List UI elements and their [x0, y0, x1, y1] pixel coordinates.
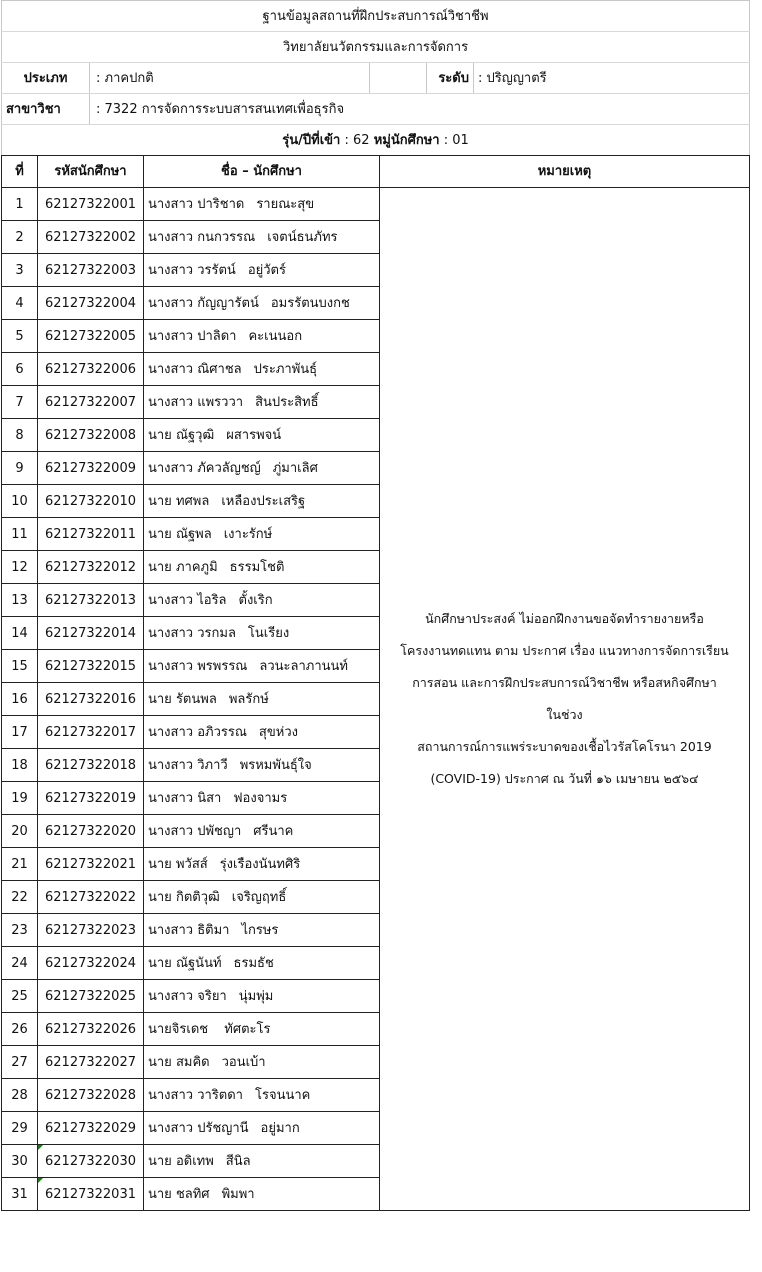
cell-student-id[interactable]: 62127322018 — [38, 749, 144, 782]
table-header-row — [2, 156, 750, 188]
cell-no[interactable]: 25 — [2, 980, 38, 1013]
name-first: อภิวรรณ — [197, 724, 247, 740]
cell-no[interactable]: 13 — [2, 584, 38, 617]
cell-student-id[interactable]: 62127322028 — [38, 1079, 144, 1112]
cell-no[interactable]: 17 — [2, 716, 38, 749]
name-title: นางสาว — [148, 658, 194, 674]
remark-line: การสอน และการฝึกประสบการณ์วิชาชีพ หรือสหกิจศึกษา — [412, 675, 717, 690]
name-title: นายจิรเดช — [148, 1021, 209, 1037]
name-first: ณัฐวุฒิ — [175, 427, 215, 443]
cell-student-name[interactable] — [144, 320, 380, 353]
cell-student-name[interactable] — [144, 650, 380, 683]
name-last: รายณะสุข — [256, 196, 315, 212]
name-first: ภัควลัญชญ์ — [197, 460, 261, 476]
type-row — [2, 63, 750, 94]
cell-no[interactable]: 31 — [2, 1178, 38, 1211]
name-first: ทศพล — [175, 493, 210, 509]
cell-student-id[interactable]: 62127322016 — [38, 683, 144, 716]
cell-student-id[interactable]: 62127322023 — [38, 914, 144, 947]
spreadsheet — [1, 0, 749, 1211]
cell-no[interactable]: 11 — [2, 518, 38, 551]
name-first: วรกมล — [197, 625, 236, 641]
name-first: ณิศาชล — [197, 361, 242, 377]
col-header-id[interactable]: รหัสนักศึกษา — [38, 156, 144, 188]
cell-no[interactable]: 4 — [2, 287, 38, 320]
name-first: นิสา — [197, 790, 222, 806]
cell-student-id[interactable]: 62127322007 — [38, 386, 144, 419]
cell-student-id[interactable]: 62127322005 — [38, 320, 144, 353]
cell-student-name[interactable] — [144, 815, 380, 848]
name-title: นาย — [148, 526, 172, 542]
name-first: ปาลิดา — [197, 328, 237, 344]
name-last: ฟองจามร — [233, 790, 288, 806]
header-table — [1, 0, 750, 155]
type-label[interactable]: ประเภท — [2, 63, 90, 94]
name-last: อมรรัตนบงกช — [270, 295, 350, 311]
name-title: นางสาว — [148, 262, 194, 278]
name-title: นางสาว — [148, 394, 194, 410]
level-label[interactable]: ระดับ — [427, 63, 474, 94]
cell-student-id[interactable]: 62127322022 — [38, 881, 144, 914]
cell-no[interactable]: 22 — [2, 881, 38, 914]
name-title: นางสาว — [148, 988, 194, 1004]
name-title: นาย — [148, 955, 172, 971]
cell-no[interactable]: 14 — [2, 617, 38, 650]
name-last: ธรมธัช — [233, 955, 274, 971]
cell-student-name[interactable] — [144, 683, 380, 716]
cell-no[interactable]: 6 — [2, 353, 38, 386]
name-first: ปาริชาด — [197, 196, 245, 212]
col-header-name[interactable]: ชื่อ – นักศึกษา — [144, 156, 380, 188]
cell-student-id[interactable]: 62127322012 — [38, 551, 144, 584]
name-last: อยู่วัตร์ — [247, 262, 286, 278]
cell-no[interactable]: 15 — [2, 650, 38, 683]
cell-no[interactable]: 2 — [2, 221, 38, 254]
cell-student-id[interactable]: 62127322001 — [38, 188, 144, 221]
cell-remark[interactable] — [380, 188, 750, 1211]
cell-student-id[interactable]: 62127322011 — [38, 518, 144, 551]
name-first: กนกวรรณ — [197, 229, 256, 245]
cell-no[interactable]: 26 — [2, 1013, 38, 1046]
cell-no[interactable]: 16 — [2, 683, 38, 716]
name-first: วาริตดา — [197, 1087, 243, 1103]
cell-student-name[interactable] — [144, 452, 380, 485]
name-last: เจริญฤทธิ์ — [231, 889, 287, 905]
name-first: แพรววา — [197, 394, 244, 410]
cell-student-id[interactable]: 62127322019 — [38, 782, 144, 815]
cell-no[interactable]: 19 — [2, 782, 38, 815]
name-last: ตั้งเริก — [238, 592, 273, 608]
cell-student-name[interactable] — [144, 1178, 380, 1211]
name-title: นาย — [148, 493, 172, 509]
cell-student-id[interactable]: 62127322009 — [38, 452, 144, 485]
name-last: ภู่มาเลิศ — [272, 460, 318, 476]
cell-student-name[interactable] — [144, 617, 380, 650]
major-value[interactable]: : 7322 การจัดการระบบสารสนเทศเพื่อธุรกิจ — [90, 94, 750, 125]
cell-student-name[interactable] — [144, 1079, 380, 1112]
name-title: นาย — [148, 889, 172, 905]
cell-student-id[interactable]: 62127322006 — [38, 353, 144, 386]
cell-student-id[interactable]: 62127322024 — [38, 947, 144, 980]
name-last: ศรีนาค — [253, 823, 294, 839]
remark-line: โครงงานทดแทน ตาม ประกาศ เรื่อง แนวทางการจัดการเรียน — [400, 643, 729, 658]
name-first: สมคิด — [175, 1054, 210, 1070]
cell-student-name[interactable] — [144, 551, 380, 584]
col-header-remark[interactable]: หมายเหตุ — [380, 156, 750, 188]
cell-student-id[interactable]: 62127322025 — [38, 980, 144, 1013]
name-title: นางสาว — [148, 1120, 194, 1136]
cell-no[interactable]: 20 — [2, 815, 38, 848]
name-first: ไอริล — [197, 592, 227, 608]
cell-student-name[interactable] — [144, 1013, 380, 1046]
cell-student-name[interactable] — [144, 914, 380, 947]
empty-cell[interactable] — [370, 63, 427, 94]
name-title: นาย — [148, 1153, 172, 1169]
cell-student-name[interactable] — [144, 287, 380, 320]
name-title: นาย — [148, 856, 172, 872]
cell-student-id[interactable]: 62127322004 — [38, 287, 144, 320]
name-last: สีนิล — [225, 1153, 251, 1169]
cell-no[interactable]: 18 — [2, 749, 38, 782]
cell-student-id[interactable]: 62127322017 — [38, 716, 144, 749]
cell-student-id[interactable]: 62127322013 — [38, 584, 144, 617]
cell-student-id[interactable]: 62127322031 — [38, 1178, 144, 1211]
table-body — [2, 188, 750, 1211]
cell-student-id[interactable]: 62127322010 — [38, 485, 144, 518]
name-last: ธรรมโชติ — [229, 559, 285, 575]
name-last: โนเรียง — [247, 625, 290, 641]
cell-student-id[interactable]: 62127322026 — [38, 1013, 144, 1046]
cohort-row — [2, 125, 750, 156]
cell-no[interactable]: 1 — [2, 188, 38, 221]
cell-student-name[interactable] — [144, 782, 380, 815]
cell-no[interactable]: 30 — [2, 1145, 38, 1178]
name-last: ผสารพจน์ — [226, 427, 282, 443]
cell-student-id[interactable]: 62127322002 — [38, 221, 144, 254]
cell-no[interactable]: 28 — [2, 1079, 38, 1112]
name-first: วรรัตน์ — [197, 262, 236, 278]
major-row — [2, 94, 750, 125]
name-last: ประภาพันธุ์ — [253, 361, 318, 377]
remark-line: นักศึกษาประสงค์ ไม่ออกฝึกงานขอจัดทำรายงายหรือ — [425, 611, 704, 626]
name-title: นางสาว — [148, 295, 194, 311]
group-label: หมู่นักศึกษา — [373, 132, 440, 148]
major-label[interactable]: สาขาวิชา — [2, 94, 90, 125]
cell-student-name[interactable] — [144, 518, 380, 551]
cell-student-name[interactable] — [144, 353, 380, 386]
cell-no[interactable]: 3 — [2, 254, 38, 287]
name-first: พรพรรณ — [197, 658, 248, 674]
name-title: นางสาว — [148, 790, 194, 806]
name-title: นาย — [148, 427, 172, 443]
cohort-value: : 62 — [344, 132, 370, 148]
name-first: วิภาวี — [197, 757, 228, 773]
cell-no[interactable]: 10 — [2, 485, 38, 518]
cell-no[interactable]: 12 — [2, 551, 38, 584]
cell-student-id[interactable]: 62127322015 — [38, 650, 144, 683]
name-title: นางสาว — [148, 625, 194, 641]
name-first: จริยา — [197, 988, 227, 1004]
col-header-no[interactable]: ที่ — [2, 156, 38, 188]
student-table — [1, 155, 750, 1211]
name-last: เจตน์ธนภัทร — [267, 229, 338, 245]
cell-no[interactable]: 24 — [2, 947, 38, 980]
cell-student-name[interactable] — [144, 1145, 380, 1178]
name-last: อยู่มาก — [260, 1120, 300, 1136]
cell-student-id[interactable]: 62127322008 — [38, 419, 144, 452]
cell-student-id[interactable]: 62127322003 — [38, 254, 144, 287]
cell-student-name[interactable] — [144, 386, 380, 419]
name-last: รุ่งเรืองนันทศิริ — [219, 856, 301, 872]
cell-student-id[interactable]: 62127322014 — [38, 617, 144, 650]
type-value[interactable]: : ภาคปกติ — [90, 63, 370, 94]
cell-no[interactable]: 5 — [2, 320, 38, 353]
name-title: นางสาว — [148, 1087, 194, 1103]
name-first: ธิติมา — [197, 922, 230, 938]
name-last: พรหมพันธุ์ใจ — [239, 757, 312, 773]
cell-student-id[interactable]: 62127322029 — [38, 1112, 144, 1145]
name-last: นุ่มพุ่ม — [238, 988, 274, 1004]
remark-line: สถานการณ์การแพร่ระบาดของเชื้อไวรัสโคโรนา 2019 — [417, 739, 712, 754]
name-title: นางสาว — [148, 460, 194, 476]
name-first: พวัสส์ — [175, 856, 208, 872]
cell-student-name[interactable] — [144, 980, 380, 1013]
cell-student-name[interactable] — [144, 485, 380, 518]
name-last: โรจนนาค — [255, 1087, 311, 1103]
cell-no[interactable]: 7 — [2, 386, 38, 419]
cell-student-name[interactable] — [144, 254, 380, 287]
cell-student-name[interactable] — [144, 1112, 380, 1145]
cell-no[interactable]: 9 — [2, 452, 38, 485]
name-last: สินประสิทธิ์ — [255, 394, 319, 410]
cell-no[interactable]: 8 — [2, 419, 38, 452]
name-title: นางสาว — [148, 196, 194, 212]
name-title: นาย — [148, 1186, 172, 1202]
name-first: ปพัชญา — [197, 823, 242, 839]
cell-student-id[interactable]: 62127322027 — [38, 1046, 144, 1079]
name-last: สุขห่วง — [258, 724, 298, 740]
cell-student-name[interactable] — [144, 584, 380, 617]
cell-student-name[interactable] — [144, 848, 380, 881]
cohort-label: รุ่น/ปีที่เข้า — [282, 132, 341, 148]
name-last: ลวนะลาภานนท์ — [259, 658, 348, 674]
name-title: นางสาว — [148, 922, 194, 938]
remark-line: ในช่วง — [546, 707, 583, 722]
name-first: ภาคภูมิ — [175, 559, 218, 575]
name-title: นางสาว — [148, 757, 194, 773]
cell-student-name[interactable] — [144, 221, 380, 254]
name-first: ณัฐพล — [175, 526, 212, 542]
name-title: นางสาว — [148, 724, 194, 740]
name-title: นางสาว — [148, 823, 194, 839]
name-last: เหลืองประเสริฐ — [221, 493, 306, 509]
name-last: วอนเบ้า — [221, 1054, 266, 1070]
level-value[interactable]: : ปริญญาตรี — [474, 63, 750, 94]
name-first: กัญญารัตน์ — [197, 295, 259, 311]
name-title: นางสาว — [148, 361, 194, 377]
remark-line: (COVID-19) ประกาศ ณ วันที่ ๑๖ เมษายน ๒๕๖๔ — [430, 771, 699, 786]
name-title: นาย — [148, 691, 172, 707]
name-first: กิตติวุฒิ — [175, 889, 220, 905]
name-last: พิมพา — [221, 1186, 255, 1202]
cohort-cell[interactable] — [2, 125, 750, 156]
name-title: นาย — [148, 1054, 172, 1070]
cell-student-name[interactable] — [144, 749, 380, 782]
table-row — [2, 188, 750, 221]
cell-student-name[interactable] — [144, 716, 380, 749]
name-title: นางสาว — [148, 229, 194, 245]
name-last: พลรักษ์ — [228, 691, 269, 707]
name-first: รัตนพล — [175, 691, 217, 707]
cell-no[interactable]: 23 — [2, 914, 38, 947]
name-title: นาย — [148, 559, 172, 575]
name-last: เงาะรักษ์ — [223, 526, 273, 542]
cell-student-id[interactable]: 62127322020 — [38, 815, 144, 848]
name-first: อดิเทพ — [175, 1153, 214, 1169]
cell-no[interactable]: 29 — [2, 1112, 38, 1145]
name-title: นางสาว — [148, 328, 194, 344]
cell-student-name[interactable] — [144, 881, 380, 914]
name-last: คะเนนอก — [248, 328, 303, 344]
cell-student-name[interactable] — [144, 419, 380, 452]
title-row — [2, 1, 750, 32]
name-last: ไกรษร — [241, 922, 279, 938]
name-last: ทัศตะโร — [224, 1021, 271, 1037]
cell-student-name[interactable] — [144, 1046, 380, 1079]
group-value: : 01 — [443, 132, 469, 148]
name-first: ชลทิศ — [175, 1186, 210, 1202]
cell-student-name[interactable] — [144, 188, 380, 221]
cell-student-name[interactable] — [144, 947, 380, 980]
college-name[interactable]: วิทยาลัยนวัตกรรมและการจัดการ — [2, 32, 750, 63]
sheet-title[interactable]: ฐานข้อมูลสถานที่ฝึกประสบการณ์วิชาชีพ — [2, 1, 750, 32]
cell-no[interactable]: 27 — [2, 1046, 38, 1079]
cell-student-id[interactable]: 62127322021 — [38, 848, 144, 881]
cell-student-id[interactable]: 62127322030 — [38, 1145, 144, 1178]
college-row — [2, 32, 750, 63]
name-first: ปรัชญานี — [197, 1120, 249, 1136]
name-title: นางสาว — [148, 592, 194, 608]
name-first: ณัฐนันท์ — [175, 955, 222, 971]
cell-no[interactable]: 21 — [2, 848, 38, 881]
